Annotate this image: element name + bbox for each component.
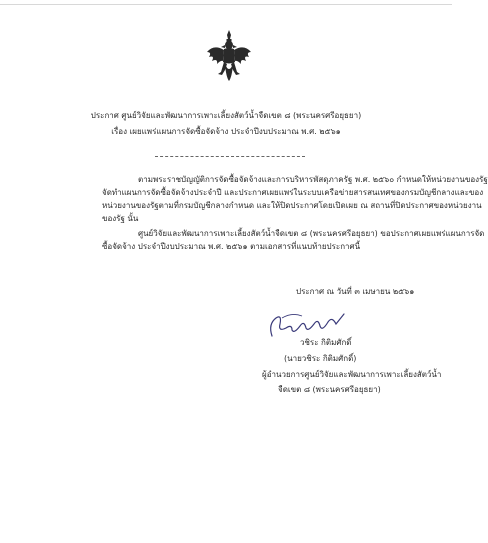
section-divider: [155, 156, 305, 157]
announcement-subject: เรื่อง เผยแพร่แผนการจัดซื้อจัดจ้าง ประจำปีงบประมาณ พ.ศ. ๒๕๖๑: [111, 127, 341, 136]
paragraph-line: ของรัฐ นั้น: [102, 214, 139, 223]
signer-name: วชิระ กิติมศักดิ์: [300, 338, 352, 347]
paragraph-line: ซื้อจัดจ้าง ประจำปีงบประมาณ พ.ศ. ๒๕๖๑ ตามเอกสารที่แนบท้ายประกาศนี้: [102, 242, 361, 251]
signer-position: ผู้อำนวยการศูนย์วิจัยและพัฒนาการเพาะเลี้ยงสัตว์น้ำ: [262, 370, 442, 379]
paragraph-line: ตามพระราชบัญญัติการจัดซื้อจัดจ้างและการบริหารพัสดุภาครัฐ พ.ศ. ๒๕๖๐ กำหนดให้หน่วยงานของรัฐ: [138, 175, 488, 184]
signature-icon: [262, 310, 352, 340]
paragraph-line: จัดทำแผนการจัดซื้อจัดจ้างประจำปี และประกาศเผยแพร่ในระบบเครือข่ายสารสนเทศของกรมบัญชีกลางและของ: [102, 188, 484, 197]
announcement-date: ประกาศ ณ วันที่ ๓ เมษายน ๒๕๖๑: [296, 287, 415, 296]
paragraph-line: ศูนย์วิจัยและพัฒนาการเพาะเลี้ยงสัตว์น้ำจืดเขต ๘ (พระนครศรีอยุธยา) ขอประกาศเผยแพร่แผนการจัด: [138, 229, 485, 238]
top-border: [0, 4, 452, 5]
body-paragraph-1: [102, 173, 488, 225]
body-paragraph-2: [102, 227, 485, 253]
paragraph-line: หน่วยงานของรัฐตามที่กรมบัญชีกลางกำหนด และให้ปิดประกาศโดยเปิดเผย ณ สถานที่ปิดประกาศของหน่วยงาน: [102, 201, 482, 210]
announcement-heading: ประกาศ ศูนย์วิจัยและพัฒนาการเพาะเลี้ยงสัตว์น้ำจืดเขต ๘ (พระนครศรีอยุธยา): [90, 111, 362, 120]
garuda-emblem-icon: [206, 30, 252, 82]
signer-full-name: (นายวชิระ กิติมศักดิ์): [284, 354, 357, 363]
signer-position-2: จืดเขต ๘ (พระนครศรีอยุธยา): [278, 385, 381, 394]
